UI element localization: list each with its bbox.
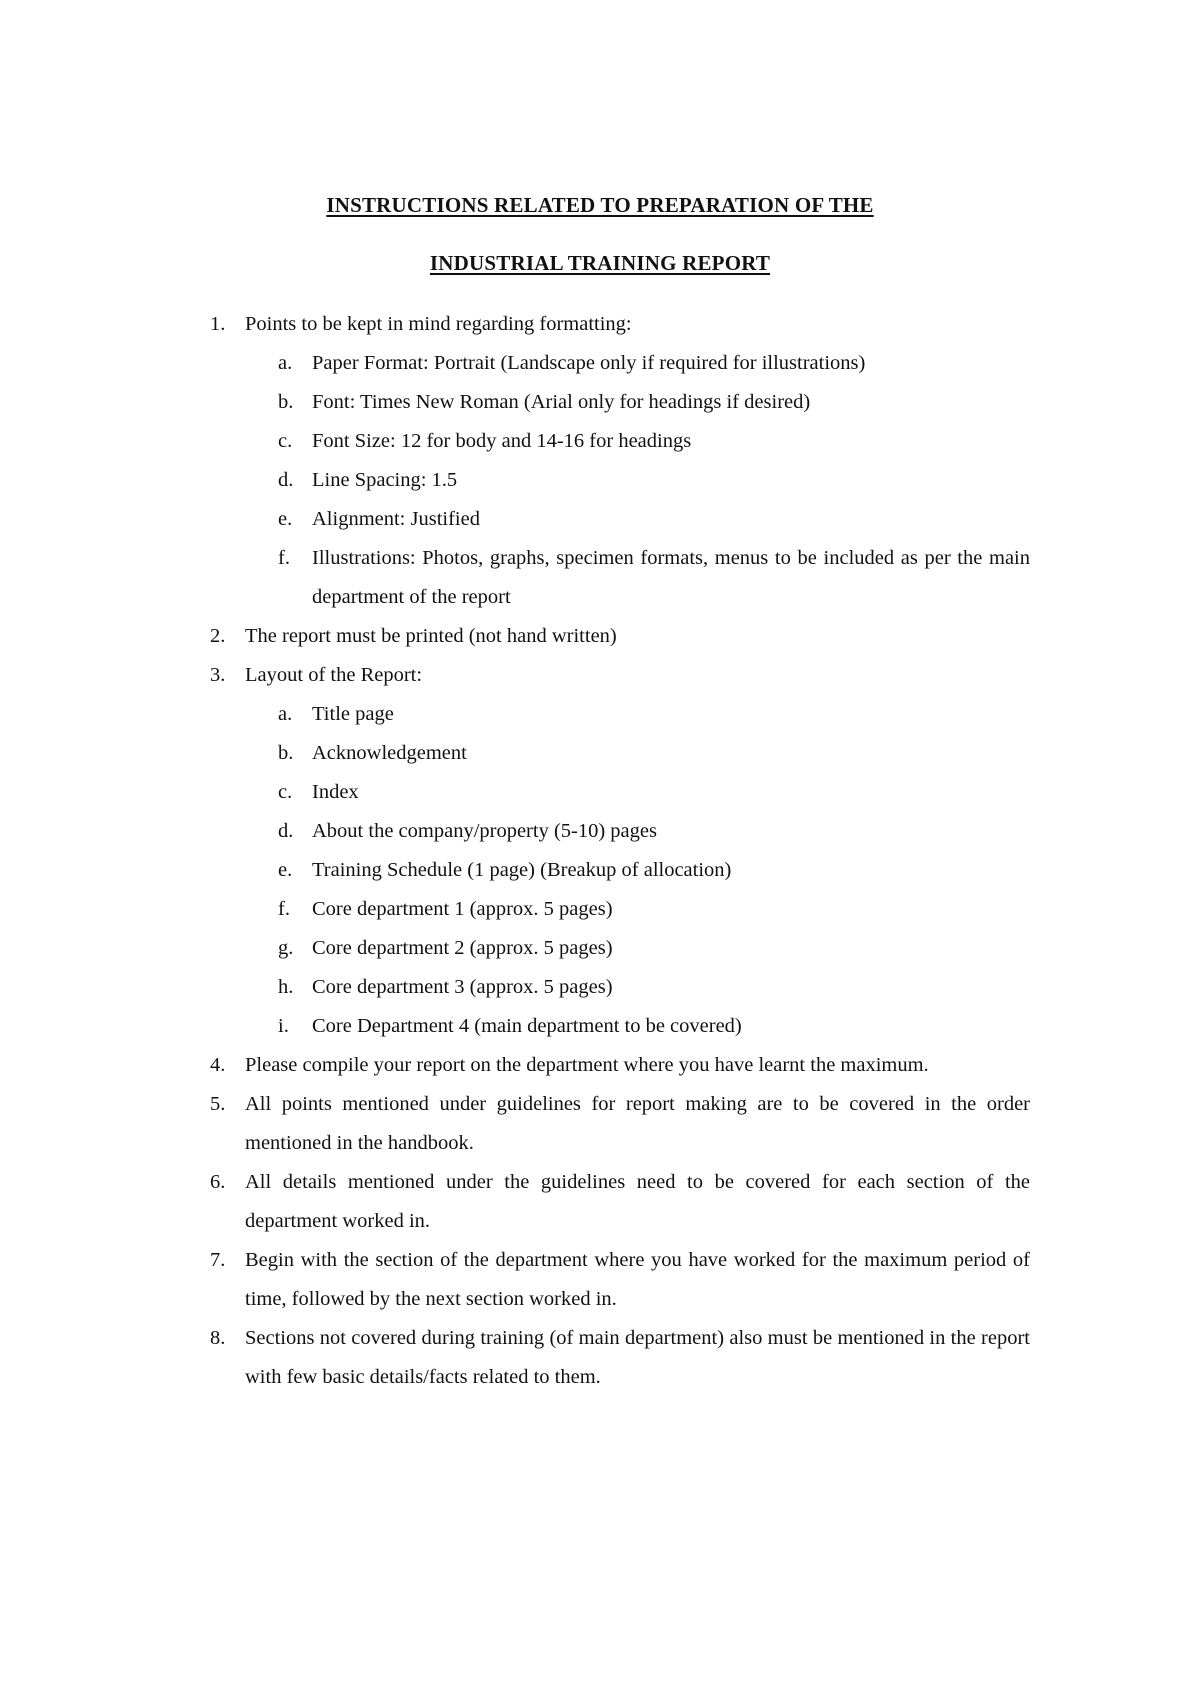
sub-item-letter: b.: [278, 391, 294, 413]
instructions-list: [0, 305, 1200, 1397]
document-title-line-2: INDUSTRIAL TRAINING REPORT: [429, 251, 771, 275]
document-title-line-1: INSTRUCTIONS RELATED TO PREPARATION OF THE: [326, 193, 874, 217]
list-item: [0, 1241, 1200, 1319]
sub-item-text: Core Department 4 (main department to be covered): [312, 1015, 742, 1037]
sub-item-letter: i.: [278, 1015, 289, 1037]
sub-item-text: Core department 1 (approx. 5 pages): [312, 898, 613, 920]
sub-list-item: [0, 773, 1200, 812]
sub-item-letter: b.: [278, 742, 294, 764]
sub-list-item: [0, 812, 1200, 851]
item-number: 4.: [210, 1054, 226, 1076]
sub-item-letter: a.: [278, 352, 293, 374]
sub-list-item: [0, 968, 1200, 1007]
sub-item-text: Training Schedule (1 page) (Breakup of allocation): [312, 859, 732, 881]
sub-item-letter: c.: [278, 430, 293, 452]
item-text: Sections not covered during training (of main department) also must be mentioned in the report with few basic details/facts related to them.: [245, 1327, 1030, 1388]
sub-item-text: Illustrations: Photos, graphs, specimen formats, menus to be included as per the main department of the report: [312, 547, 1030, 608]
sub-list-item: [0, 734, 1200, 773]
sub-item-letter: f.: [278, 898, 290, 920]
sub-item-letter: c.: [278, 781, 293, 803]
sub-item-text: Font: Times New Roman (Arial only for headings if desired): [312, 391, 811, 413]
list-item: [0, 1046, 1200, 1085]
item-number: 5.: [210, 1093, 226, 1115]
sub-item-text: Alignment: Justified: [312, 508, 480, 530]
sub-item-letter: g.: [278, 937, 294, 959]
sub-item-letter: e.: [278, 859, 293, 881]
sub-list-item: [0, 1007, 1200, 1046]
item-number: 8.: [210, 1327, 226, 1349]
sub-item-text: Paper Format: Portrait (Landscape only if required for illustrations): [312, 352, 866, 374]
item-text: All details mentioned under the guidelines need to be covered for each section of the department worked in.: [245, 1171, 1030, 1232]
item-number: 1.: [210, 313, 226, 335]
item-text: Points to be kept in mind regarding formatting:: [245, 313, 632, 335]
item-text: Layout of the Report:: [245, 664, 423, 686]
item-text: Begin with the section of the department where you have worked for the maximum period of time, followed by the next section worked in.: [245, 1249, 1030, 1310]
sub-item-text: Title page: [312, 703, 394, 725]
sub-list-item: [0, 539, 1200, 617]
item-text: All points mentioned under guidelines for report making are to be covered in the order mentioned in the handbook.: [245, 1093, 1030, 1154]
sub-list-item: [0, 890, 1200, 929]
sub-item-letter: f.: [278, 547, 290, 569]
sub-list-item: [0, 929, 1200, 968]
item-text: The report must be printed (not hand written): [245, 625, 617, 647]
sub-item-letter: e.: [278, 508, 293, 530]
item-number: 7.: [210, 1249, 226, 1271]
sub-list-item: [0, 344, 1200, 383]
sub-item-text: Acknowledgement: [312, 742, 467, 764]
sub-list-item: [0, 500, 1200, 539]
sub-item-text: About the company/property (5-10) pages: [312, 820, 657, 842]
sub-list-item: [0, 383, 1200, 422]
sub-item-text: Font Size: 12 for body and 14-16 for headings: [312, 430, 692, 452]
item-number: 3.: [210, 664, 226, 686]
sub-list-item: [0, 461, 1200, 500]
sub-list-item: [0, 422, 1200, 461]
item-number: 2.: [210, 625, 226, 647]
sub-item-letter: a.: [278, 703, 293, 725]
sub-item-letter: d.: [278, 469, 294, 491]
sub-item-text: Core department 3 (approx. 5 pages): [312, 976, 613, 998]
item-number: 6.: [210, 1171, 226, 1193]
sub-item-text: Core department 2 (approx. 5 pages): [312, 937, 613, 959]
sub-item-letter: h.: [278, 976, 294, 998]
sub-item-letter: d.: [278, 820, 294, 842]
sub-list-item: [0, 695, 1200, 734]
sub-item-text: Index: [312, 781, 359, 803]
list-item: [0, 305, 1200, 344]
sub-list-item: [0, 851, 1200, 890]
list-item: [0, 1163, 1200, 1241]
list-item: [0, 1085, 1200, 1163]
list-item: [0, 1319, 1200, 1397]
item-text: Please compile your report on the department where you have learnt the maximum.: [245, 1054, 929, 1076]
sub-item-text: Line Spacing: 1.5: [312, 469, 458, 491]
list-item: [0, 617, 1200, 656]
list-item: [0, 656, 1200, 695]
